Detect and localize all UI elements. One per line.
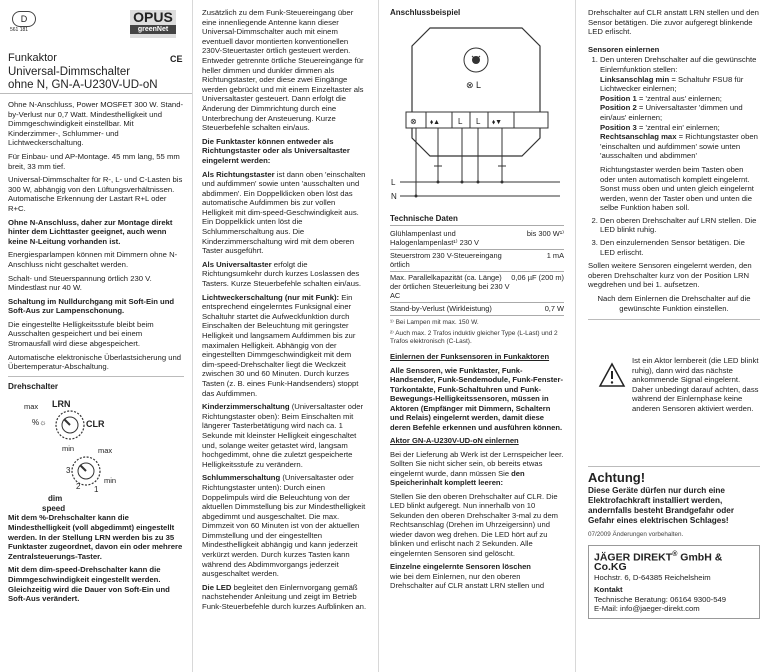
dial-label-2: 2 bbox=[76, 482, 81, 492]
paragraph bbox=[202, 473, 368, 579]
paragraph: Ohne N-Anschluss, Power MOSFET 300 W. Stand-by-Verlust nur 0,7 Watt. Mindesthelligkeit und Dimmgeschwindigkeit einstellbar. Mit Kinderzimmer-, Schlummer- und Lichtweckerschaltung. bbox=[8, 100, 184, 148]
terminal-up: ⬧▲ bbox=[430, 118, 441, 126]
section-heading: Aktor GN-A-U230V-UD-oN einlernen bbox=[390, 436, 519, 445]
dial-label-min: min bbox=[62, 444, 75, 454]
brand-logo-bottom: greenNet bbox=[130, 25, 176, 34]
tech-data-row bbox=[390, 228, 564, 250]
option-term: Position 2 bbox=[600, 103, 637, 113]
column-3 bbox=[384, 0, 570, 672]
revision-note: 07/2009 Änderungen vorbehalten. bbox=[588, 530, 684, 538]
paragraph: Stellen Sie den oberen Drehschalter auf CLR. Die LED blinkt aufgeregt. Nun innerhalb von 10 Sekunden den oberen Drehschalter 3-mal zu dem Rechtsanschlag (Drehen im Uhrzeigersinn) und wieder davon weg drehen. Die LED hört auf zu blinken und erlischt nach 2 Sekunden. Alle eingelernten Sensoren sind gelöscht. bbox=[390, 491, 559, 558]
page-subtitle bbox=[8, 66, 158, 92]
paragraph bbox=[202, 402, 368, 469]
paragraph: Energiesparlampen können mit Dimmern ohne N-Anschluss nicht geschaltet werden. bbox=[8, 250, 178, 269]
country-badge: D bbox=[12, 11, 36, 27]
tech-data-label: Steuerstrom 230 V-Steuereingang örtlich bbox=[390, 250, 511, 272]
lead-body: ist dann oben 'einschalten und aufdimmen' sowie unten 'ausschalten und abdimmen'. Ein Doppelklicken oben löst das automatische Aufdimmen bis zur vollen Helligkeit mit dim-speed-Geschwindigkeit aus. Ein Doppelklick unten löst die Schlummerschaltung aus. Die Kinderzimmerschaltung wird mit dem oberen Taster ausgeführt. bbox=[202, 169, 366, 256]
section-heading: Die Funktaster können entweder als Richtungstaster oder als Universaltaster eingelernt werden: bbox=[202, 136, 350, 165]
option-term: Rechtsanschlag max bbox=[600, 132, 677, 142]
dial-label-3: 3 bbox=[66, 466, 71, 476]
lead-term: Kinderzimmerschaltung bbox=[202, 402, 290, 412]
brand-logo bbox=[130, 10, 176, 38]
option-text: = Richtungstaster oben 'einschalten und aufdimmen' sowie unten 'ausschalten und abdimmen' bbox=[600, 132, 758, 161]
brand-logo-top: OPUS bbox=[133, 9, 173, 25]
paragraph-bold: Alle Sensoren, wie Funktaster, Funk-Handsender, Funk-Sendemodule, Funk-Fenster-Türkontakte, Funk-Schaltuhren und Funk-Bewegungs-Helligkeitssensoren, müssen in Aktoren (Empfänger mit Dimmern, Schaltern und Relais) eingelernt werden, damit diese deren Befehle erkennen und ausführen können. bbox=[390, 365, 563, 432]
dial-label-1: 1 bbox=[94, 485, 99, 495]
paragraph-bold-lead bbox=[8, 513, 184, 561]
paragraph-text: Bei der Lieferung ab Werk ist der Lernspeicher leer. Sollten Sie nicht sicher sein, ob bereits etwas eingelernt wurde, dann müssen Sie bbox=[390, 449, 564, 478]
lead-body: erfolgt die Richtungsumkehr durch kurzes Loslassen des Tasters. Kurze Steuerbefehle schalten ein/aus. bbox=[202, 259, 361, 289]
company-suffix: GmbH & Co.KG bbox=[594, 551, 723, 574]
dial-label-max: max bbox=[24, 402, 39, 412]
paragraph: Drehschalter auf CLR anstatt LRN stellen und den Sensor betätigen. Die zuvor aufgeregt blinkende LED erlischt. bbox=[588, 8, 759, 37]
terminal-l1: L bbox=[458, 116, 463, 126]
tech-data-label: Max. Parallelkapazität (ca. Länge) der örtlichen Steuerleitung bei 230 V AC bbox=[390, 272, 511, 303]
lead-body: Ein entsprechend eingelerntes Funksignal einer Schaltuhr startet die Aufweckfunktion durch Einschalten der Beleuchtung mit geringster Helligkeit und langsamem Aufdimmen bis zur maximalen Helligkeit. Abhängig von der eingestellten Dimmgeschwindigkeit mit dem dim-speed-Drehschalter liegt die Weckzeit zwischen 30 und 60 Minuten. Durch kurzes Tasten (z. B. eines Funk-Handsenders) stoppt das Aufdimmen. bbox=[202, 292, 359, 398]
footnote: ¹⁾ Bei Lampen mit max. 150 W. bbox=[390, 319, 479, 326]
lead-term: Als Universaltaster bbox=[202, 259, 272, 269]
lamp-symbol-icon: ⊗ L bbox=[466, 79, 482, 90]
wiring-diagram bbox=[390, 20, 566, 210]
lead-term: Lichtweckerschaltung (nur mit Funk): bbox=[202, 292, 340, 302]
terminal-lamp-icon: ⊗ bbox=[410, 116, 417, 126]
company-name-text: JÄGER DIREKT bbox=[594, 551, 673, 564]
dial-description-2: Mit dem dim-speed-Drehschalter kann die Dimmgeschwindigkeit eingestellt werden. Gleichzeitig wird die Dauer von Soft-Ein und Soft-Aus verändert. bbox=[8, 565, 170, 604]
section-heading: Sensoren einlernen bbox=[588, 44, 660, 54]
lead-term: Als Richtungstaster bbox=[202, 169, 275, 179]
option-text: = Schaltuhr FSU8 für Lichtwecker einlernen; bbox=[600, 74, 744, 94]
paragraph: Sollen weitere Sensoren eingelernt werden, den oberen Drehschalter kurz von der Position LRN wegdrehen und bei 1. aufsetzen. bbox=[588, 261, 752, 290]
terminal-l2: L bbox=[476, 116, 481, 126]
ce-mark: CE bbox=[170, 54, 183, 64]
paragraph: Für Einbau- und AP-Montage. 45 mm lang, 55 mm breit, 33 mm tief. bbox=[8, 151, 180, 171]
warning-text: Ist ein Aktor lernbereit (die LED blinkt ruhig), dann wird das nächste ankommende Signal eingelernt. Daher unbedingt darauf achten, dass während der Einlernphase keine anderen Sensoren aktiviert werden. bbox=[632, 356, 759, 413]
line-label-n: N bbox=[391, 191, 397, 201]
rotary-switch-diagram bbox=[8, 395, 184, 513]
lead-body: (Universaltaster oder Richtungstaster unten): Durch einen Doppelimpuls wird die Beleuchtung von der aktuellen Dimmstellung bis zur Mindesthelligkeit abgedimmt und ausgeschaltet. Die max. Dimmzeit von 60 Minuten ist von der aktuellen Dimmstellung und der eingestellten Mindesthelligkeit abhängig und kann jederzeit verkürzt werden. Durch kurzes Tasten kann während des Abdimmvorgangs jederzeit ausgeschaltet werden. bbox=[202, 473, 366, 579]
subtitle-line-1: Universal-Dimmschalter bbox=[8, 66, 131, 78]
paragraph bbox=[202, 260, 368, 289]
warning-heading: Achtung! bbox=[588, 470, 646, 486]
dial-label-lrn: LRN bbox=[52, 399, 71, 410]
dial-label-max-2: max bbox=[98, 446, 113, 456]
warning-statement: Diese Geräte dürfen nur durch eine Elektrofachkraft installiert werden, andernfalls besteht Brandgefahr oder Gefahr eines elektrischen Schlages! bbox=[588, 485, 735, 525]
lead-term: Schlummerschaltung bbox=[202, 473, 281, 483]
option-text: = 'zentral ein' einlernen; bbox=[636, 122, 720, 132]
paragraph bbox=[202, 293, 368, 399]
column-divider bbox=[192, 0, 193, 672]
divider bbox=[8, 376, 184, 377]
paragraph bbox=[390, 450, 564, 488]
dial-heading: Drehschalter bbox=[8, 381, 59, 391]
warning-box bbox=[588, 319, 760, 467]
subtitle-line-2: ohne N, GN-A-U230V-UD-oN bbox=[8, 79, 158, 91]
column-4 bbox=[580, 0, 768, 672]
option-text: = 'zentral aus' einlernen; bbox=[636, 93, 722, 103]
dial-label-min-2: min bbox=[104, 476, 117, 486]
line-label-l: L bbox=[391, 177, 396, 187]
instruction-list bbox=[588, 55, 760, 257]
paragraph: Schalt- und Steuerspannung örtlich 230 V. Mindestlast nur 40 W. bbox=[8, 273, 152, 293]
lead-body: (Universaltaster oder Richtungstaster oben): Beim Einschalten mit längerer Tasterbetätigung wird nach ca. 1 Sekunde mit kleinster Helligkeit eingeschaltet und, solange weiter getastet wird, langsam hochgedimmt, ohne die zuletzt gespeicherte Helligkeitsstufe zu verändern. bbox=[202, 402, 364, 469]
tech-data-value: 1 mA bbox=[511, 250, 564, 272]
wiring-heading: Anschlussbeispiel bbox=[390, 8, 461, 17]
option-term: Position 1 bbox=[600, 93, 637, 103]
paragraph: Universal-Dimmschalter für R-, L- und C-Lasten bis 300 W, abhängig von den Lüftungsverhältnissen. Automatische Erkennung der Lastart R+L oder R+C. bbox=[8, 175, 183, 213]
company-address: Hochstr. 6, D-64385 Reichelsheim bbox=[594, 572, 711, 582]
column-divider bbox=[378, 0, 379, 672]
paragraph-bold-lead bbox=[8, 565, 184, 603]
option-term: Linksanschlag min bbox=[600, 74, 670, 84]
column-1 bbox=[0, 0, 192, 672]
paragraph: Die eingestellte Helligkeitsstufe bleibt beim Ausschalten gespeichert und bei einem Stromausfall wird diese abgespeichert. bbox=[8, 319, 154, 349]
paragraph: wie bei dem Einlernen, nur den oberen Drehschalter auf CLR anstatt LRN stellen und bbox=[390, 571, 545, 590]
option-term: Position 3 bbox=[600, 122, 637, 132]
column-1-body bbox=[0, 94, 192, 604]
paragraph: Nach dem Einlernen die Drehschalter auf die gewünschte Funktion einstellen. bbox=[597, 294, 751, 313]
percent-symbol-icon: %☼ bbox=[32, 418, 47, 428]
company-footer bbox=[588, 545, 760, 619]
contact-phone: Technische Beratung: 06164 9300-549 bbox=[594, 594, 727, 604]
list-item: 2. Den oberen Drehschalter auf LRN stellen. Die LED blinkt ruhig. bbox=[600, 216, 760, 235]
paragraph: Zusätzlich zu dem Funk-Steuereingang über eine innenliegende Antenne kann dieser Universal-Dimmschalter auch mit einem eventuell davor montierten konventionellen 230V-Steuertaster örtlich gesteuert werden. Entweder getrennte örtliche Steuereingänge für heller dimmen und dunkler dimmen als Richtungstaster, oder diese zwei Eingänge werden gebrückt und mit einem Einzeltaster als Universaltaster gesteuert. Dann erfolgt die Änderung der Dimmrichtung durch eine Unterbrechung der Ansteuerung. Kurze Steuerbefehle schalten ein/aus. bbox=[202, 8, 364, 133]
paragraph: Automatische elektronische Überlastsicherung und Übertemperatur-Abschaltung. bbox=[8, 352, 182, 372]
dial-label-speed: speed bbox=[42, 504, 66, 514]
tech-data-value: 0,06 µF (200 m) bbox=[511, 272, 564, 303]
dial-label-dim: dim bbox=[48, 494, 63, 504]
company-name bbox=[594, 550, 754, 573]
tech-data-value: bis 300 W¹⁾ bbox=[511, 228, 564, 250]
lead-body: begleitet den Einlernvorgang gemäß nachstehender Anleitung und zeigt im Betrieb Funk-Steuerbefehle durch kurzes Aufblinken an. bbox=[202, 582, 367, 612]
article-number: 561 181 bbox=[10, 27, 29, 33]
registered-mark: ® bbox=[672, 551, 678, 559]
list-item bbox=[600, 55, 760, 213]
option-text: = Universaltaster 'dimmen und ein/aus' einlernen; bbox=[600, 103, 743, 122]
terminal-down: ⬧▼ bbox=[492, 118, 503, 126]
tech-data-row bbox=[390, 303, 564, 316]
section-heading: Einlernen der Funksensoren in Funkaktoren bbox=[390, 352, 550, 361]
tech-data-row bbox=[390, 250, 564, 272]
tech-data-row bbox=[390, 272, 564, 303]
contact-heading: Kontakt bbox=[594, 585, 623, 595]
column-divider bbox=[575, 0, 576, 672]
tech-data-label: Stand-by-Verlust (Wirkleistung) bbox=[390, 303, 511, 316]
tech-data-heading: Technische Daten bbox=[390, 214, 564, 227]
paragraph-bold: Ohne N-Anschluss, daher zur Montage direkt hinter dem Lichttaster geeignet, auch wenn keine N-Leitung vorhanden ist. bbox=[8, 217, 173, 246]
tech-data-table bbox=[390, 228, 564, 316]
paragraph-emphasis: den Speicherinhalt komplett leeren: bbox=[390, 468, 525, 487]
contact-email[interactable]: E-Mail: info@jaeger-direkt.com bbox=[594, 604, 700, 614]
list-item-note: Richtungstaster werden beim Tasten oben oder unten automatisch komplett eingelernt. Sonst muss oben und unten gleich eingelernt werden, wenn der Taster oben und unten die selbe Funktion haben soll. bbox=[600, 164, 754, 213]
paragraph bbox=[202, 170, 368, 256]
dial-description-1: Mit dem %-Drehschalter kann die Mindesthelligkeit (voll abgedimmt) eingestellt werden. In der Stellung LRN werden bis zu 35 Funktaster zugeordnet, davon ein oder mehrere Zentralsteuerungs-Taster. bbox=[8, 513, 183, 561]
list-item-text: Den unteren Drehschalter auf die gewünschte Einlernfunktion stellen: bbox=[600, 55, 757, 74]
paragraph bbox=[202, 583, 368, 612]
rotary-switch-svg bbox=[8, 395, 184, 513]
tech-data-label: Glühlampenlast und Halogenlampenlast¹⁾ 230 V bbox=[390, 228, 511, 250]
column-2 bbox=[194, 0, 374, 672]
warning-triangle-icon bbox=[598, 362, 626, 388]
page-title: Funkaktor bbox=[8, 52, 57, 64]
footnote: ²⁾ Auch max. 2 Trafos induktiv gleicher Type (L-Last) und 2 Trafos elektronisch (C-Last). bbox=[390, 330, 558, 345]
dial-label-clr: CLR bbox=[86, 419, 105, 430]
lead-term: Die LED bbox=[202, 582, 232, 592]
paragraph-bold: Schaltung im Nulldurchgang mit Soft-Ein und Soft-Aus zur Lampenschonung. bbox=[8, 296, 175, 316]
list-item: 3. Den einzulernenden Sensor betätigen. Die LED erlischt. bbox=[600, 238, 760, 257]
section-heading: Einzelne eingelernte Sensoren löschen bbox=[390, 562, 531, 571]
header bbox=[0, 0, 192, 94]
tech-data-value: 0,7 W bbox=[511, 303, 564, 316]
